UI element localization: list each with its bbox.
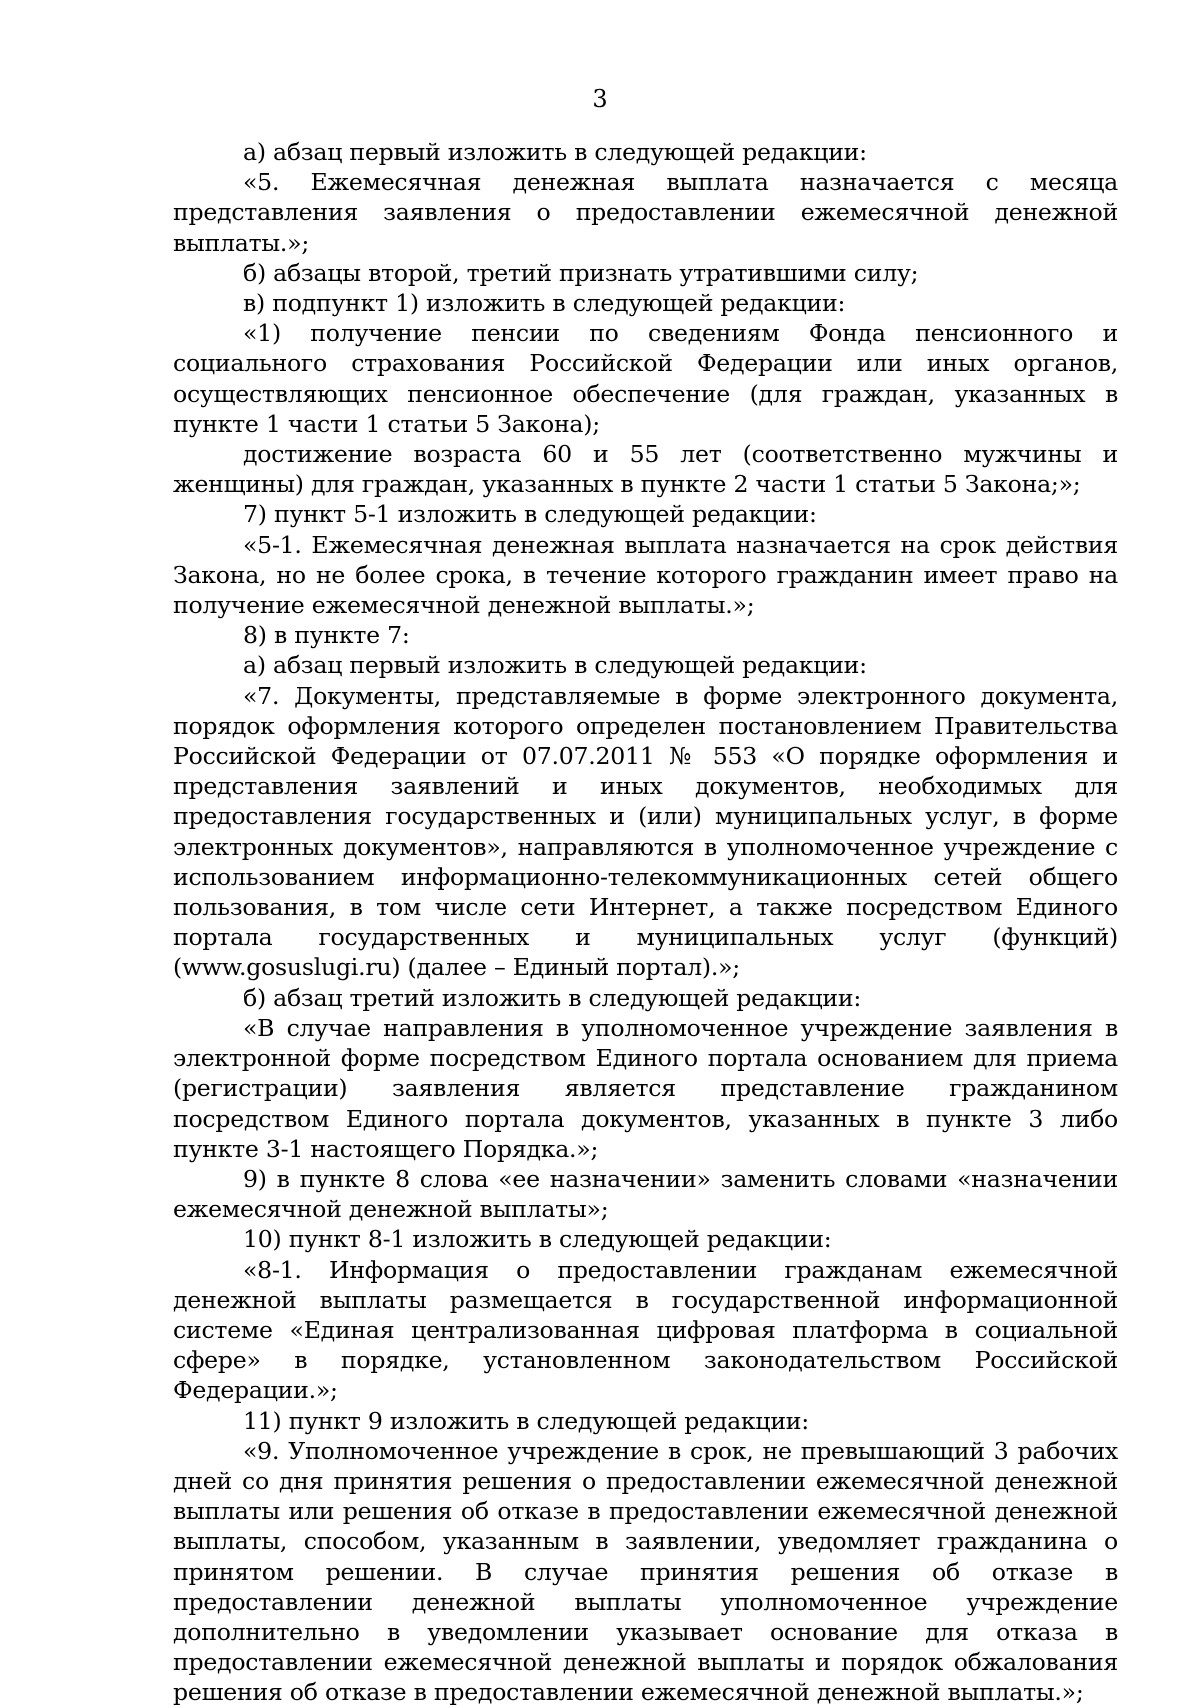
paragraph: 11) пункт 9 изложить в следующей редакции:: [243, 1406, 809, 1435]
paragraph: 10) пункт 8-1 изложить в следующей редакции:: [243, 1225, 832, 1254]
paragraph: «9. Уполномоченное учреждение в срок, не превышающий 3 рабочих дней со дня принятия решения о предоставлении ежемесячной денежной выплаты или решения об отказе в предоставлении ежемесячной денежной выплаты, способом, указанным в заявлении, уведомляет гражданина о принятом решении. В случае принятия решения об отказе в предоставлении денежной выплаты уполномоченное учреждение дополнительно в уведомлении указывает основание для отказа в предоставлении ежемесячной денежной выплаты и порядок обжалования решения об отказе в предоставлении ежемесячной денежной выплаты.»;: [173, 1436, 1118, 1707]
paragraph: 8) в пункте 7:: [243, 621, 410, 650]
paragraph: а) абзац первый изложить в следующей редакции:: [243, 651, 867, 680]
paragraph: б) абзацы второй, третий признать утратившими силу;: [243, 258, 919, 287]
paragraph: «5-1. Ежемесячная денежная выплата назначается на срок действия Закона, но не более срока, в течение которого гражданин имеет право на получение ежемесячной денежной выплаты.»;: [173, 530, 1118, 620]
paragraph: «8-1. Информация о предоставлении гражданам ежемесячной денежной выплаты размещается в государственной информационной системе «Единая централизованная цифровая платформа в социальной сфере» в порядке, установленном законодательством Российской Федерации.»;: [173, 1255, 1118, 1405]
document-body: [173, 137, 1118, 1708]
paragraph: б) абзац третий изложить в следующей редакции:: [243, 983, 862, 1012]
paragraph: а) абзац первый изложить в следующей редакции:: [243, 138, 867, 166]
paragraph: в) подпункт 1) изложить в следующей редакции:: [243, 289, 846, 318]
page-number: 3: [592, 85, 608, 113]
paragraph: «В случае направления в уполномоченное учреждение заявления в электронной форме посредством Единого портала основанием для приема (регистрации) заявления является представление гражданином посредством Единого портала документов, указанных в пункте 3 либо пункте 3-1 настоящего Порядка.»;: [173, 1013, 1118, 1163]
paragraph: 9) в пункте 8 слова «ее назначении» заменить словами «назначении ежемесячной денежной выплаты»;: [173, 1164, 1118, 1224]
paragraph: 7) пункт 5-1 изложить в следующей редакции:: [243, 500, 817, 529]
paragraph: «5. Ежемесячная денежная выплата назначается с месяца представления заявления о предоставлении ежемесячной денежной выплаты.»;: [173, 168, 1118, 257]
paragraph: «1) получение пенсии по сведениям Фонда пенсионного и социального страхования Российской Федерации или иных органов, осуществляющих пенсионное обеспечение (для граждан, указанных в пункте 1 части 1 статьи 5 Закона);: [173, 319, 1118, 438]
paragraph: достижение возраста 60 и 55 лет (соответственно мужчины и женщины) для граждан, указанных в пункте 2 части 1 статьи 5 Закона;»;: [173, 440, 1118, 499]
paragraph: «7. Документы, представляемые в форме электронного документа, порядок оформления которого определен постановлением Правительства Российской Федерации от 07.07.2011 № 553 «О порядке оформления и представления заявлений и иных документов, необходимых для предоставления государственных и (или) муниципальных услуг, в форме электронных документов», направляются в уполномоченное учреждение с использованием информационно-телекоммуникационных сетей общего пользования, в том числе сети Интернет, а также посредством Единого портала государственных и муниципальных услуг (функций) (www.gosuslugi.ru) (далее – Единый портал).»;: [173, 681, 1118, 982]
